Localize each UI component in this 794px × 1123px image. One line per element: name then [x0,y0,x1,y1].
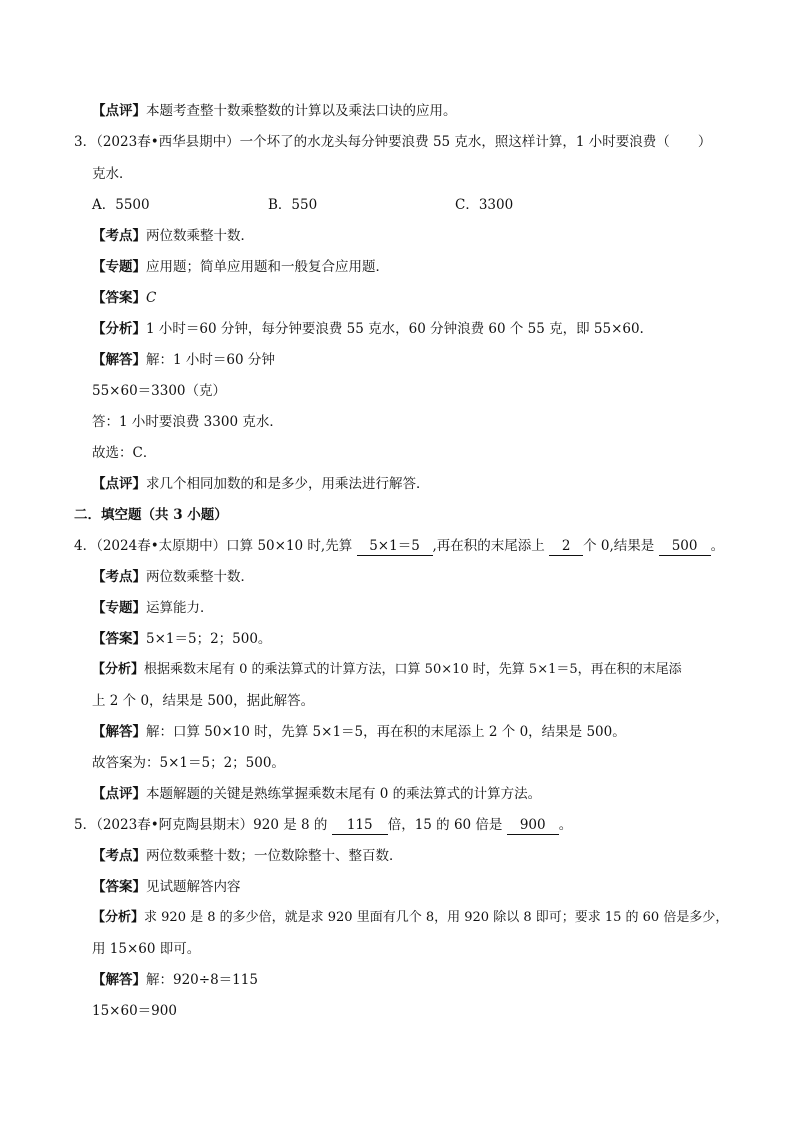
text: 本题考查整十数乘整数的计算以及乘法口诀的应用。 [146,103,457,119]
question-text: 920 是 8 的 [253,817,328,833]
q4-jieda [92,722,626,742]
question-paren-close: ） [697,134,712,150]
tag: 【分析】 [92,910,145,925]
question-source: （2023春•阿克陶县期末） [96,817,254,833]
tag: 【分析】 [92,662,145,677]
answer-blank-2: 900 [507,816,559,835]
tag: 【答案】 [92,631,146,647]
question-source: （2024春•太原期中） [96,538,227,554]
q3-dianping [92,474,430,494]
q3-option-a: A．5500 [92,197,150,213]
q5-fenxi [92,908,728,928]
q3-line3: 故选：C． [92,445,157,461]
question-text: ,再在积的末尾添上 [432,538,545,554]
text: 运算能力． [146,600,214,616]
question-text: 口算 50×10 时,先算 [226,538,353,554]
q4-dianping [92,784,541,804]
tag: 【解答】 [92,352,146,368]
answer-blank-2: 2 [549,537,583,556]
question-number: 3． [74,134,97,150]
q3-kaodian [92,226,254,246]
question-source: （2023春•西华县期中） [96,134,240,150]
answer-blank-1: 5×1＝5 [357,537,433,556]
text: 解：1 小时＝60 分钟 [146,352,275,368]
q3-jieda [92,350,275,370]
text: 根据乘数末尾有 0 的乘法算式的计算方法，口算 50×10 时，先算 5×1＝5，再在积的末尾添 [144,662,682,677]
tag: 【解答】 [92,724,146,740]
q4-zhuanti [92,598,214,618]
text: 两位数乘整十数；一位数除整十、整百数． [146,848,403,864]
text: 解：口算 50×10 时，先算 5×1＝5，再在积的末尾添上 2 个 0，结果是 500。 [146,724,626,740]
question-text: 一个坏了的水龙头每分钟要浪费 55 克水，照这样计算，1 小时要浪费（ [239,134,670,150]
question-text: 。 [558,817,573,833]
q3-zhuanti [92,257,389,277]
text: 两位数乘整十数． [146,228,254,244]
text: 求几个相同加数的和是多少，用乘法进行解答． [146,476,430,492]
tag: 【解答】 [92,972,146,988]
text: 求 920 是 8 的多少倍，就是求 920 里面有几个 8，用 920 除以 8 即可；要求 15 的 60 倍是多少， [144,910,729,925]
q5-line1: 15×60＝900 [92,1003,177,1019]
tag: 【考点】 [92,569,146,585]
q2-dianping [92,101,457,121]
q3-daan [92,288,156,308]
q3-option-b: B．550 [268,197,318,213]
q4-line1: 故答案为：5×1＝5；2；500。 [92,755,285,771]
question-text: 个 0,结果是 [583,538,655,554]
text: 解：920÷8＝115 [146,972,258,988]
text: 5×1＝5；2；500。 [146,631,272,647]
tag: 【点评】 [92,476,146,492]
text: 应用题；简单应用题和一般复合应用题． [146,259,389,275]
text: C [146,290,157,306]
q4-fenxi [92,660,682,680]
q5-stem [74,815,572,835]
text: 本题解题的关键是熟练掌握乘数末尾有 0 的乘法算式的计算方法。 [146,786,542,802]
q4-stem [74,536,724,556]
tag: 【专题】 [92,259,146,275]
question-number: 5． [74,817,97,833]
q5-fenxi-cont: 用 15×60 即可。 [92,941,201,957]
tag: 【考点】 [92,848,146,864]
tag: 【专题】 [92,600,146,616]
tag: 【点评】 [92,786,146,802]
question-number: 4． [74,538,97,554]
question-text: 倍，15 的 60 倍是 [387,817,503,833]
text: 见试题解答内容 [146,879,241,895]
tag: 【答案】 [92,290,146,306]
tag: 【答案】 [92,879,146,895]
q4-kaodian [92,567,254,587]
question-text: 。 [710,538,725,554]
q5-daan [92,877,241,897]
q3-option-c: C．3300 [455,197,514,213]
answer-blank-1: 115 [332,816,388,835]
q4-daan [92,629,271,649]
q3-fenxi [92,319,644,339]
tag: 【点评】 [92,103,146,119]
text: 1 小时＝60 分钟，每分钟要浪费 55 克水，60 分钟浪费 60 个 55 克，即 55×60. [146,321,644,337]
text: 两位数乘整十数． [146,569,254,585]
q5-kaodian [92,846,403,866]
tag: 【分析】 [92,321,146,337]
answer-blank-3: 500 [659,537,711,556]
q4-fenxi-cont: 上 2 个 0，结果是 500，据此解答。 [92,693,315,709]
section-title: 二．填空题（共 3 小题） [74,507,228,523]
tag: 【考点】 [92,228,146,244]
q3-line1: 55×60＝3300（克） [92,383,227,399]
q3-line2: 答：1 小时要浪费 3300 克水． [92,414,283,430]
q3-stem-cont: 克水． [92,166,133,182]
q3-stem [74,132,711,152]
q5-jieda [92,970,258,990]
